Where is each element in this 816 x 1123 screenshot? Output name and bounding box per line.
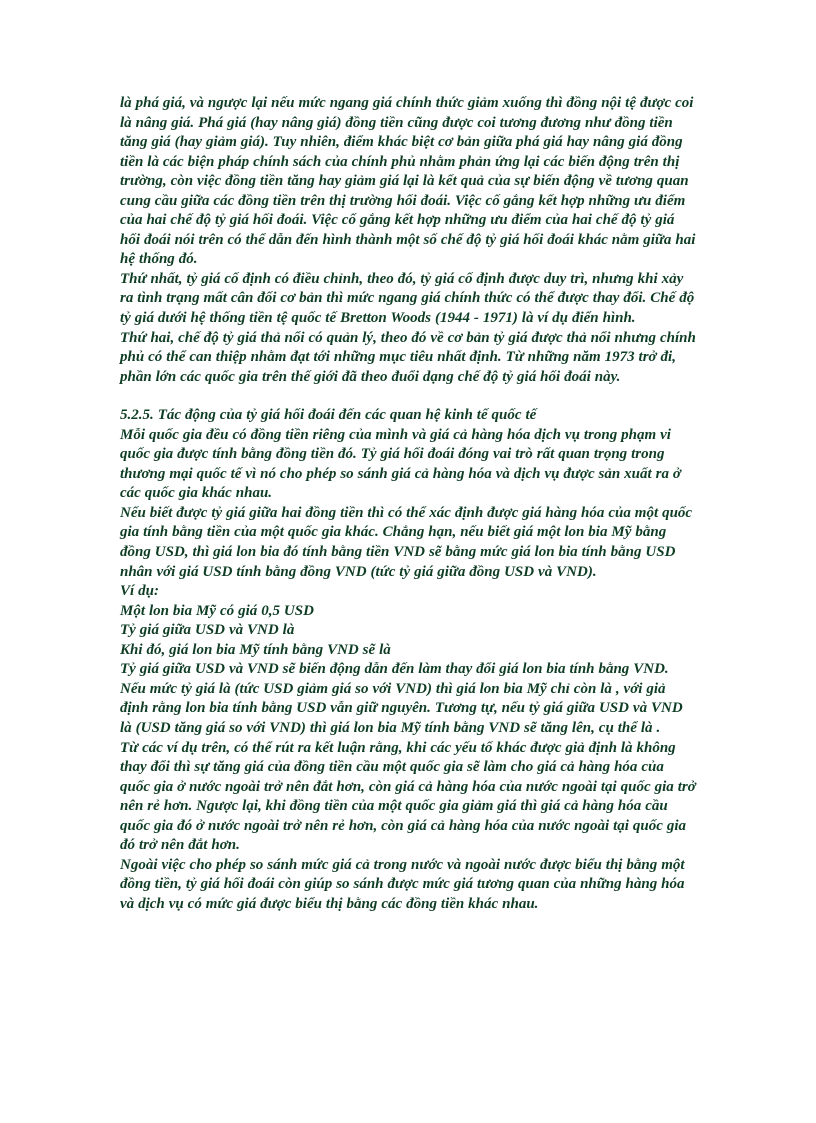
paragraph-comparison: Ngoài việc cho phép so sánh mức giá cả trong nước và ngoài nước được biểu thị bằng một đồng tiền, tỷ giá hối đoái còn giúp so sánh được mức giá tương quan của những hàng hóa và dịch vụ có mức giá được biểu thị bằng các đồng tiền khác nhau. [120,856,685,912]
section-heading: 5.2.5. Tác động của tỷ giá hối đoái đến các quan hệ kinh tế quốc tế [120,407,537,424]
paragraph-devaluation: là phá giá, và ngược lại nếu mức ngang giá chính thức giảm xuống thì đồng nội tệ được coi là nâng giá. Phá giá (hay nâng giá) đồng tiền cũng được coi tương đương như đồng tiền tăng giá (hay giảm giá). Tuy nhiên, điểm khác biệt cơ bản giữa phá giá hay nâng giá đồng tiền là các biện pháp chính sách của chính phủ nhằm phản ứng lại các biến động trên thị trường, còn việc đồng tiền tăng hay giảm giá lại là kết quả của sự biến động về tương quan cung cầu giữa các đồng tiền trên thị trường hối đoái. Việc cố gắng kết hợp những ưu điểm của hai chế độ tỷ giá hối đoái. Việc cố gắng kết hợp những ưu điểm của hai chế độ tỷ giá hối đoái nói trên có thể dẫn đến hình thành một số chế độ tỷ giá hối đoái khác nằm giữa hai hệ thống đó. [120,95,696,268]
example-line-price: Một lon bia Mỹ có giá 0,5 USD [120,602,314,619]
paragraph-beer-example-intro: Nếu biết được tỷ giá giữa hai đồng tiền thì có thể xác định được giá hàng hóa của một quốc gia tính bằng tiền của một quốc gia khác. Chẳng hạn, nếu biết giá một lon bia Mỹ bằng đồng USD, thì giá lon bia đó tính bằng tiền VND sẽ bằng mức giá lon bia tính bằng USD nhân với giá USD tính bằng đồng VND (tức tỷ giá giữa đồng USD và VND). [120,504,693,580]
example-label: Ví dụ: [120,583,159,600]
paragraph-first-regime: Thứ nhất, tỷ giá cố định có điều chỉnh, theo đó, tỷ giá cố định được duy trì, nhưng khi xảy ra tình trạng mất cân đối cơ bản thì mức ngang giá chính thức có thể được thay đổi. Chế độ tỷ giá dưới hệ thống tiền tệ quốc tế Bretton Woods (1944 - 1971) là ví dụ điển hình. [120,270,695,327]
paragraph-rate-change: Tỷ giá giữa USD và VND sẽ biến động dẫn đến làm thay đổi giá lon bia tính bằng VND. Nếu mức tỷ giá là (tức USD giảm giá so với VND) thì giá lon bia Mỹ chỉ còn là , với giả định rằng lon bia tính bằng USD vẫn giữ nguyên. Tương tự, nếu tỷ giá giữa USD và VND là (USD tăng giá so với VND) thì giá lon bia Mỹ tính bằng VND sẽ tăng lên, cụ thể là . [120,661,683,736]
paragraph-own-currency: Mỗi quốc gia đều có đồng tiền riêng của mình và giá cả hàng hóa dịch vụ trong phạm vi quốc gia được tính bằng đồng tiền đó. Tỷ giá hối đoái đóng vai trò rất quan trọng trong thương mại quốc tế vì nó cho phép so sánh giá cả hàng hóa và dịch vụ được sản xuất ra ở các quốc gia khác nhau. [120,426,681,502]
paragraph-spacer [120,387,696,406]
document-page [120,94,696,914]
paragraph-second-regime: Thứ hai, chế độ tỷ giá thả nổi có quản lý, theo đó về cơ bản tỷ giá được thả nổi nhưng chính phủ có thể can thiệp nhằm đạt tới những mục tiêu nhất định. Từ những năm 1973 trở đi, phần lớn các quốc gia trên thế giới đã theo đuổi dạng chế độ tỷ giá hối đoái này. [120,329,696,385]
example-line-rate: Tỷ giá giữa USD và VND là [120,622,295,639]
paragraph-conclusion: Từ các ví dụ trên, có thể rút ra kết luận rằng, khi các yếu tố khác được giả định là không thay đổi thì sự tăng giá của đồng tiền cầu một quốc gia sẽ làm cho giá cả hàng hóa của quốc gia ở nước ngoài trở nên đắt hơn, còn giá cả hàng hóa của nước ngoài tại quốc gia trở nên rẻ hơn. Ngược lại, khi đồng tiền của một quốc gia giảm giá thì giá cả hàng hóa cầu quốc gia đó ở nước ngoài trở nên rẻ hơn, còn giá cả hàng hóa của nước ngoài tại quốc gia đó trở nên đắt hơn. [120,739,696,854]
example-line-result: Khi đó, giá lon bia Mỹ tính bằng VND sẽ là [120,641,391,658]
